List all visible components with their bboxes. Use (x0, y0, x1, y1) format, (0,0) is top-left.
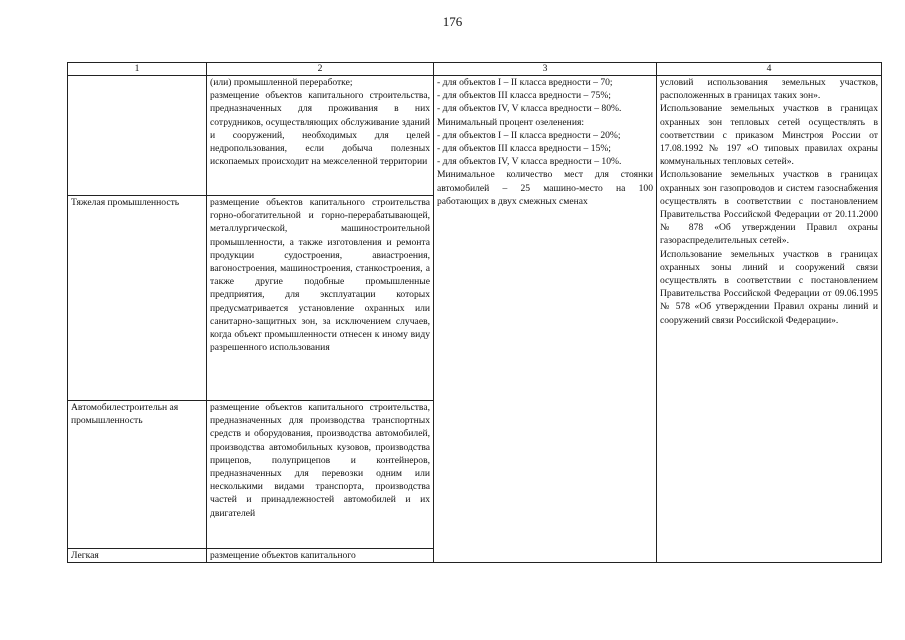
parameter-line: - для объектов IV, V класса вредности – 10%. (437, 156, 622, 168)
row-1-type (68, 76, 207, 196)
row-1-description (207, 76, 434, 196)
parameter-line: - для объектов III класса вредности – 75%; (437, 90, 611, 102)
column-header-2: 2 (207, 63, 434, 76)
parameters-cell (434, 76, 657, 563)
restrictions-cell (657, 76, 882, 563)
column-header-4: 4 (657, 63, 882, 76)
column-header-3: 3 (434, 63, 657, 76)
table-row (68, 76, 882, 196)
row-4-description (207, 549, 434, 563)
row-1-description-text: (или) промышленной переработке; размещение объектов капитального строительства, предназначенных для проживания в них сотрудников, осуществляющих обслуживание зданий и сооружений, необходимых для целей недропользования, если добыча полезных ископаемых происходит на межселенной территории (210, 77, 430, 168)
column-header-1: 1 (68, 63, 207, 76)
row-3-description (207, 401, 434, 549)
parameter-line: - для объектов I – II класса вредности – 70; (437, 77, 613, 88)
restriction-paragraph: Использование земельных участков в границах охранных зон тепловых сетей осуществлять в соответствии с приказом Минстроя России от 17.08.1992 № 197 «О типовых правилах охраны коммунальных тепловых сетей». (660, 103, 878, 168)
parameter-line: Минимальное количество мест для стоянки автомобилей – 25 машино-место на 100 работающих в двух смежных сменах (437, 169, 653, 207)
row-3-description-text: размещение объектов капитального строительства, предназначенных для производства транспортных средств и оборудования, производства автомобилей, производства автомобильных кузовов, производства прицепов, полуприцепов и контейнеров, предназначенных для перевозки одним или несколькими видами транспорта, производства частей и принадлежностей автомобилей и их двигателей (210, 402, 430, 519)
row-4-type: Легкая (68, 549, 207, 563)
row-2-description-text: размещение объектов капитального строительства горно-обогатительной и горно-перерабатывающей, металлургической, машиностроительной промышленности, а также изготовления и ремонта продукции судостроения, авиастроения, вагоностроения, машиностроения, станкостроения, а также другие подобные промышленные предприятия, для эксплуатации которых предусматривается установление охранных или санитарно-защитных зон, за исключением случаев, когда объект промышленности отнесен к иному виду разрешенного использования (210, 197, 430, 354)
land-use-table (67, 62, 882, 563)
row-2-type: Тяжелая промышленность (68, 196, 207, 401)
row-4-description-text: размещение объектов капитального (210, 550, 356, 561)
parameter-line: - для объектов III класса вредности – 15%; (437, 143, 611, 155)
table-header-row (68, 63, 882, 76)
page-number: 176 (442, 14, 463, 29)
parameter-line: - для объектов IV, V класса вредности – 80%. (437, 103, 622, 115)
parameter-line: - для объектов I – II класса вредности – 20%; (437, 129, 621, 141)
parameter-line: Минимальный процент озеленения: (437, 116, 585, 128)
row-2-description (207, 196, 434, 401)
row-3-type: Автомобилестроительн ая промышленность (68, 401, 207, 549)
restriction-paragraph: Использование земельных участков в границах охранных зоны линий и сооружений связи осуществлять в соответствии с постановлением Правительства Российской Федерации от 09.06.1995 № 578 «Об утверждении Правил охраны линий и сооружений связи Российской Федерации». (660, 248, 878, 326)
restriction-paragraph: Использование земельных участков в границах охранных зон газопроводов и систем газоснабжения осуществлять в соответствии с постановлением Правительства Российской Федерации от 20.11.2000 № 878 «Об утверждении Правил охраны газораспределительных сетей». (660, 169, 878, 247)
restriction-paragraph: условий использования земельных участков, расположенных в границах таких зон». (660, 77, 878, 102)
